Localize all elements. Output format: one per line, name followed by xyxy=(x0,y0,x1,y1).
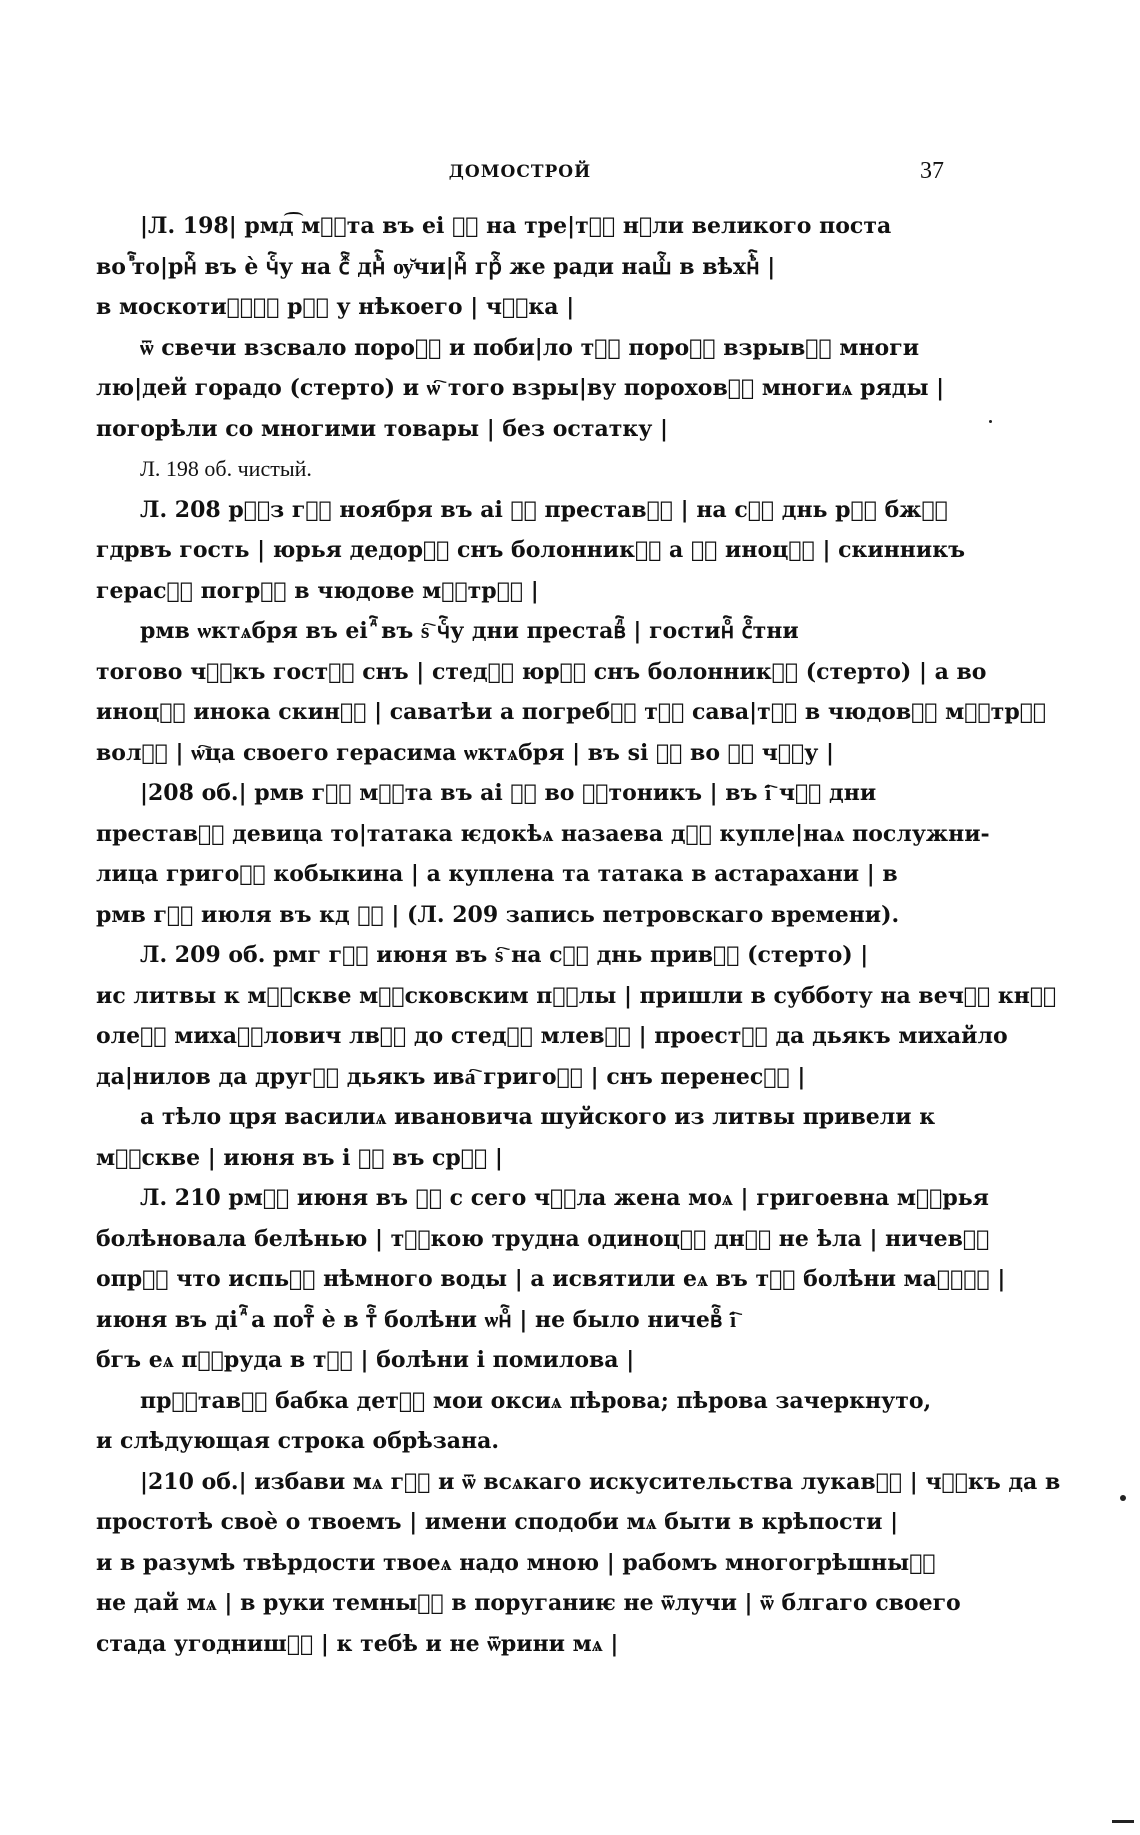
text-line: и в разумѣ твѣрдости твоеѧ надо мною | рабомъ многогрѣшныⷨ҇ xyxy=(96,1549,936,1576)
text-line: болѣновала белѣнью | тⷥ҇кою трудна одиноцⷺ҇ днⷺ҇ не ѣла | ничевⷪ҇ xyxy=(96,1225,990,1252)
text-line: Л. 208 рⷥ҇з гⷪ҇ ноября въ аі ⷣ҇ преставⷧ҇ | на сⷤ҇ днь рⷪ҇ бжⷤ҇ xyxy=(140,496,948,523)
text-line: погорѣли со многими товары | без остатку | xyxy=(96,415,668,442)
text-line: Л. 198 об. чистый. xyxy=(140,456,312,481)
text-line: бгъ еѧ пⷪ҇руда в тⷪ҇ | болѣни і помилова | xyxy=(96,1347,635,1373)
text-line: гдрвъ гость | юрья дедорⷪ҇ снъ болонникⷪ҇ а ⷪ҇ иноцⷺ҇ | скинникъ xyxy=(96,537,965,563)
paragraph xyxy=(96,1381,944,1462)
text-line: ѿ свечи взсвало пороⷯ҇ и поби|ло тⷺ҇ пороⷯ҇ взрывⷪ҇ многи xyxy=(140,334,920,361)
text-line: иноцⷺ҇ инока скинⷩ҇ | саватѣи а погребⷺ҇ тⷪ҇ сава|тⷺ҇ в чюдовⷺ҇ мⷩ҇трⷺ҇ xyxy=(96,699,1047,725)
scan-speck xyxy=(1120,1495,1126,1501)
paragraph xyxy=(96,1097,944,1178)
running-head xyxy=(96,158,944,188)
paragraph xyxy=(96,490,965,612)
text-line: опрⷤ҇ что испьⷺ҇ нѣмного воды | а исвятили еѧ въ тⷪ҇ болѣни маⷧ҇ⷪ҇ | xyxy=(96,1266,1006,1292)
text-line: в москотиⷩ҇ⷪ҇ рⷺ҇ у нѣкоего | чⷧ҇ка | xyxy=(96,294,575,320)
text-line: рмв ѡктѧбря въ еі ⷣ҇ въ ѕ҇ чⷭ҇у дни преставⷧ҇ | гостинⷪ҇ сⷪ҇тни xyxy=(140,618,799,644)
text-line: Л. 210 рмⷣ҇ июня въ ⷣ҇ с сего чⷭ҇ла жена моѧ | григоевна мⷭ҇рья xyxy=(140,1185,989,1211)
text-line: рмв гⷪ҇ июля въ кд ⷣ҇ | (Л. 209 запись петровскаго времени). xyxy=(96,901,900,928)
text-line: а тѣло цря василиѧ ивановича шуйского из литвы привели к xyxy=(140,1104,936,1130)
text-line: лю|дей горадо (стерто) и ѡ҇ того взры|ву пороховⷪ҇ многиѧ ряды | xyxy=(96,375,945,401)
paragraph xyxy=(96,206,944,328)
paragraph xyxy=(96,1178,1006,1381)
paragraph xyxy=(96,935,1057,1097)
paragraph xyxy=(96,1462,1061,1665)
paragraph xyxy=(96,328,944,450)
text-line: ис литвы к мⷪ҇скве мⷪ҇сковским пⷪ҇лы | пришли в субботу на вечⷺ҇ кнⷥ҇ xyxy=(96,982,1057,1009)
text-line: |210 об.| избави мѧ гⷭ҇ и ѿ всѧкаго искусительства лукавⷤ҇ | чⷧ҇къ да в xyxy=(140,1468,1061,1495)
text-line: преставⷧ҇ девица то|татака ѥдокѣѧ назаева дⷪ҇ купле|наѧ послужни- xyxy=(96,820,990,847)
text-line: олеⷯ҇ михаⷧ҇лович лвⷪ҇ до стедⷤ҇ млевⷤ҇ | проестⷺ҇ да дьякъ михайло xyxy=(96,1023,1008,1049)
text-line: стада угоднишⷩ҇ | к тебѣ и не ѿрини мѧ | xyxy=(96,1630,619,1657)
running-title: ДОМОСТРОЙ xyxy=(448,162,592,182)
text-line: не дай мѧ | в руки темныⷯ҇ в поруганиѥ не ѿлучи | ѿ блгаго своего xyxy=(96,1590,961,1616)
text-line: простотѣ своѐ о твоемъ | имени сподоби мѧ быти в крѣпости | xyxy=(96,1509,899,1535)
paragraph xyxy=(96,611,1047,773)
text-body xyxy=(96,206,1061,1664)
text-line: |208 об.| рмв гⷪ҇ мⷭ҇та въ аі ⷣ҇ во ⷡ҇тоникъ | въ і҇ чⷭ҇ дни xyxy=(140,780,877,806)
text-line: Л. 209 об. рмг гⷪ҇ июня въ ѕ҇ на сⷤ҇ днь привⷺ҇ (стерто) | xyxy=(140,942,869,968)
paragraph xyxy=(96,773,990,935)
text-line: |Л. 198| рмд͡ мⷭ҇та въ еі ⷣ҇ на тре|тⷮ҇ нⷣли великого поста xyxy=(140,213,892,239)
page-number: 37 xyxy=(920,158,944,184)
text-line: мⷪ҇скве | июня въ і ⷣ҇ въ срⷺ҇ | xyxy=(96,1144,503,1171)
text-line: герасⷨ҇ погрⷺ҇ в чюдове мⷩ҇трⷺ҇ | xyxy=(96,577,539,604)
text-line: да|нилов да другⷪ҇ дьякъ ива҇ григоⷺ҇ | снъ перенесⷪ҇ | xyxy=(96,1063,806,1090)
text-line: лица григоⷧ҇ кобыкина | а куплена та татака в астарахани | в xyxy=(96,861,898,887)
text-line: во ⷡ҇то|рнⷦ҇ въ ѐ чⷭ҇у на сⷤ҇ днⷺ҇ ѹ̆чи|нⷦ҇ грⷯ҇ же ради нашⷯ҇ в вѣхнⷺ҇ | xyxy=(96,253,776,280)
scan-speck xyxy=(989,420,992,423)
text-line: и слѣдующая строка обрѣзана. xyxy=(96,1428,500,1454)
text-line: июня въ ді ⷣ҇ а потⷪ҇ ѐ в тⷪ҇ болѣни ѡнⷪ҇ | не было ничевⷪ҇ і҇ xyxy=(96,1306,737,1333)
text-line: волⷯ҇ | ѡ҇ца своего герасима ѡктѧбря | въ ѕі ⷣ҇ во ⷡ҇ чⷭ҇у | xyxy=(96,739,834,766)
paragraph xyxy=(96,449,944,490)
text-line: тогово чⷧ҇къ гостⷤ҇ снъ | стедⷤ҇ юрⷺ҇ снъ болонникⷪ҇ (стерто) | а во xyxy=(96,658,987,685)
scan-mark xyxy=(1112,1820,1134,1823)
text-line: прⷭ҇тавⷤ҇ бабка детⷺ҇ мои оксиѧ пѣрова; пѣрова зачеркнуто, xyxy=(140,1387,932,1414)
